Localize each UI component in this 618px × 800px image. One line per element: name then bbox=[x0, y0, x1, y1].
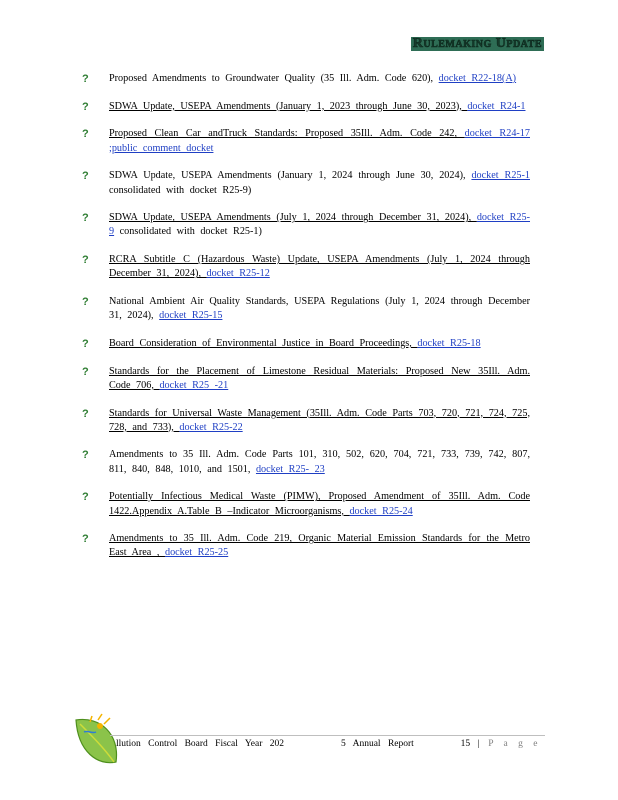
bullet-icon: ? bbox=[82, 533, 89, 546]
list-item bbox=[80, 448, 530, 476]
list-item bbox=[80, 407, 530, 435]
docket-link[interactable]: docket R25-9 bbox=[109, 212, 530, 238]
item-text: Proposed Amendments to Groundwater Quality (35 Ill. Adm. Code 620), bbox=[109, 73, 439, 84]
page-word: P a g e bbox=[479, 739, 539, 749]
item-text: Potentially Infectious Medical Waste (PIMW), Proposed Amendment of 35Ill. Adm. Code 1422.Appendix A.Table B –Indicator Microorganisms, bbox=[109, 491, 530, 517]
item-tail-text: consolidated with docket R25-9) bbox=[109, 184, 252, 196]
bullet-icon: ? bbox=[82, 449, 89, 462]
docket-link[interactable]: docket R25-22 bbox=[179, 421, 243, 433]
item-tail-text: consolidated with docket R25-1) bbox=[114, 226, 262, 238]
footer-page-number bbox=[461, 739, 539, 749]
bullet-icon: ? bbox=[82, 128, 89, 141]
list-item bbox=[80, 211, 530, 239]
item-text: SDWA Update, USEPA Amendments (January 1, 2023 through June 30, 2023), bbox=[109, 100, 468, 112]
item-text: National Ambient Air Quality Standards, USEPA Regulations (July 1, 2024 through December 31, 2024), bbox=[109, 296, 530, 322]
docket-link[interactable]: docket R25-25 bbox=[164, 547, 229, 559]
docket-link[interactable]: docket R25- 23 bbox=[255, 463, 325, 475]
item-text: Amendments to 35 Ill. Adm. Code Parts 101, 310, 502, 620, 704, 721, 733, 739, 742, 807, 811, 840, 848, 1010, and 1501, bbox=[109, 449, 530, 475]
docket-link[interactable]: docket R24-1 bbox=[467, 100, 526, 112]
item-text: Standards for the Placement of Limestone Residual Materials: Proposed New 35Ill. Adm. Code 706, bbox=[109, 365, 530, 391]
docket-link[interactable]: docket R22-18(A) bbox=[438, 73, 517, 84]
item-text: Board Consideration of Environmental Justice in Board Proceedings, bbox=[109, 337, 418, 349]
docket-link[interactable]: docket R25 -21 bbox=[159, 379, 229, 391]
docket-link[interactable]: docket R25-1 bbox=[471, 170, 530, 182]
item-text: SDWA Update, USEPA Amendments (January 1, 2024 through June 30, 2024), bbox=[109, 170, 472, 182]
list-item bbox=[80, 253, 530, 281]
bullet-icon: ? bbox=[82, 407, 89, 420]
page-header-title: Rulemaking Update bbox=[412, 36, 542, 51]
docket-link[interactable]: docket R25-12 bbox=[206, 268, 270, 280]
list-item bbox=[80, 72, 530, 86]
bullet-icon: ? bbox=[82, 100, 89, 113]
list-item bbox=[80, 169, 530, 197]
rulemaking-list bbox=[80, 72, 530, 574]
item-text: RCRA Subtitle C (Hazardous Waste) Update, USEPA Amendments (July 1, 2024 through December 31, 2024), bbox=[109, 254, 530, 280]
item-text: SDWA Update, USEPA Amendments (July 1, 2024 through December 31, 2024), bbox=[109, 212, 477, 224]
item-text: Proposed Clean Car andTruck Standards: Proposed 35Ill. Adm. Code 242, bbox=[109, 128, 465, 140]
list-item bbox=[80, 490, 530, 518]
page-num: 15 | bbox=[460, 739, 480, 749]
list-item bbox=[80, 100, 530, 114]
list-item bbox=[80, 127, 530, 155]
bullet-icon: ? bbox=[82, 337, 89, 350]
bullet-icon: ? bbox=[82, 73, 89, 85]
bullet-icon: ? bbox=[82, 296, 89, 309]
footer-left-text: llution Control Board Fiscal Year 202 bbox=[116, 739, 285, 749]
page-footer bbox=[110, 735, 545, 754]
list-item bbox=[80, 337, 530, 351]
list-item bbox=[80, 532, 530, 560]
bullet-icon: ? bbox=[82, 254, 89, 267]
list-item bbox=[80, 365, 530, 393]
docket-link[interactable]: docket R25-18 bbox=[417, 337, 481, 349]
docket-link[interactable]: docket R25-15 bbox=[159, 310, 223, 322]
list-item bbox=[80, 295, 530, 323]
footer-mid-text: 5 Annual Report bbox=[341, 739, 414, 749]
bullet-icon: ? bbox=[82, 212, 89, 225]
item-text: Standards for Universal Waste Management (35Ill. Adm. Code Parts 703, 720, 721, 724, 725, 728, and 733), bbox=[109, 407, 530, 433]
item-text: Amendments to 35 Ill. Adm. Code 219, Organic Material Emission Standards for the Metro East Area , bbox=[109, 533, 530, 559]
docket-link[interactable]: docket R24-17 ;public comment docket bbox=[109, 128, 530, 154]
docket-link[interactable]: docket R25-24 bbox=[349, 505, 413, 517]
bullet-icon: ? bbox=[82, 365, 89, 378]
bullet-icon: ? bbox=[82, 170, 89, 183]
bullet-icon: ? bbox=[82, 491, 89, 504]
